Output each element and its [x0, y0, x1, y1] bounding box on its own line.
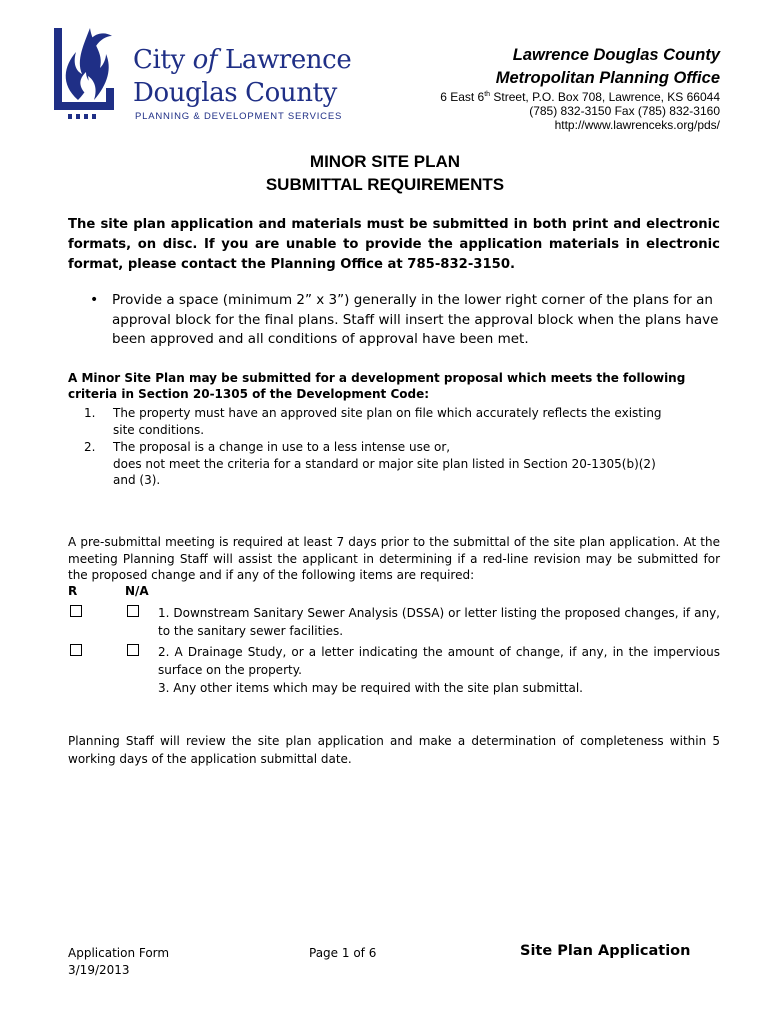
- logo-city-name: City of Lawrence: [133, 45, 352, 75]
- criteria-item: The proposal is a change in use to a less intense use or, does not meet the criteria for a standard or major site plan listed in Section 20-1305(b)(2) and (3).: [113, 440, 656, 487]
- logo-county-name: Douglas County: [133, 78, 337, 108]
- document-title-line1: MINOR SITE PLAN: [309, 152, 461, 171]
- approval-block-bullet: Provide a space (minimum 2” x 3”) generally in the lower right corner of the plans for an approval block for the final plans. Staff will insert the approval block when the plans have been approved and all conditions of approval have been met.: [112, 292, 719, 347]
- org-address: 6 East 6th Street, P.O. Box 708, Lawrence, KS 66044: [440, 90, 720, 104]
- item-2-na-checkbox[interactable]: [127, 644, 139, 656]
- intro-paragraph: The site plan application and materials must be submitted in both print and electronic formats, on disc. If you are unable to provide the application materials in electronic format, please contact the Planning Office at 785-832-3150.: [68, 217, 720, 272]
- criteria-number: 1.: [84, 406, 96, 420]
- pre-submittal-paragraph: A pre-submittal meeting is required at least 7 days prior to the submittal of the site plan application. At the meeting Planning Staff will assist the applicant in determining if a red-line revision may be submitted for the proposed change and if any of the following items are required:: [68, 535, 720, 582]
- review-paragraph: Planning Staff will review the site plan application and make a determination of completeness within 5 working days of the application submittal date.: [68, 734, 720, 766]
- item-3-text: 3. Any other items which may be required with the site plan submittal.: [158, 681, 583, 695]
- criteria-number: 2.: [84, 440, 96, 454]
- item-2-text: 2. A Drainage Study, or a letter indicating the amount of change, if any, in the impervious surface on the property.: [158, 645, 720, 677]
- footer-document-name: Site Plan Application: [520, 943, 691, 959]
- column-header-na: N/A: [125, 584, 149, 598]
- flame-logo-icon: [50, 22, 120, 122]
- logo-department: PLANNING & DEVELOPMENT SERVICES: [135, 111, 343, 122]
- item-2-r-checkbox[interactable]: [70, 644, 82, 656]
- minor-site-plan-intro: A Minor Site Plan may be submitted for a development proposal which meets the following criteria in Section 20-1305 of the Development Code:: [68, 371, 686, 401]
- item-1-na-checkbox[interactable]: [127, 605, 139, 617]
- org-url: http://www.lawrenceks.org/pds/: [554, 118, 720, 132]
- criteria-item: The property must have an approved site plan on file which accurately reflects the existing site conditions.: [113, 406, 662, 437]
- footer-date: 3/19/2013: [68, 963, 130, 977]
- item-1-r-checkbox[interactable]: [70, 605, 82, 617]
- document-title-line2: SUBMITTAL REQUIREMENTS: [265, 175, 505, 194]
- bullet-icon: •: [90, 292, 99, 308]
- column-header-r: R: [68, 584, 78, 598]
- footer-page-number: Page 1 of 6: [309, 946, 377, 960]
- org-name-line2: Metropolitan Planning Office: [495, 69, 720, 87]
- footer-form-label: Application Form: [68, 946, 170, 960]
- item-1-text: 1. Downstream Sanitary Sewer Analysis (DSSA) or letter listing the proposed changes, if any, to the sanitary sewer facilities.: [158, 606, 720, 638]
- org-phone: (785) 832-3150 Fax (785) 832-3160: [529, 104, 720, 118]
- org-name-line1: Lawrence Douglas County: [512, 46, 720, 64]
